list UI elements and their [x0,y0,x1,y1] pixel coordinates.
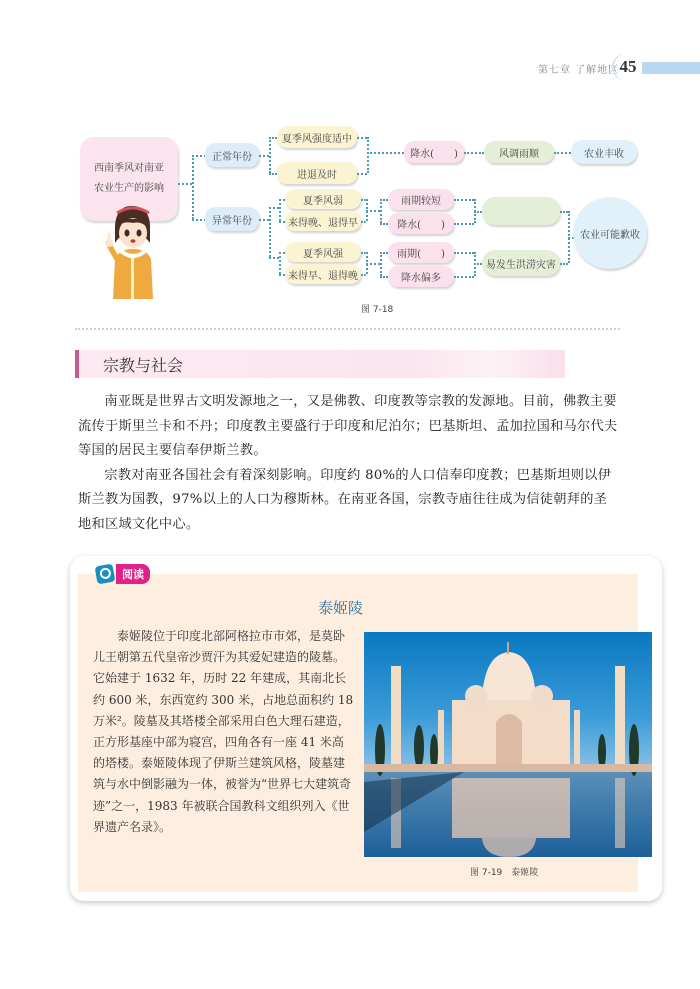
connector [380,252,388,254]
chapter-title: 第七章 了解地区 [538,65,620,76]
connector [380,276,388,278]
root-line-2: 农业生产的影响 [94,183,164,194]
figure-caption-7-18: 图 7-18 [361,305,394,315]
cause-node: 来得早、退得晚 [285,264,361,284]
connector [357,137,367,139]
connector [192,155,194,219]
connector [366,210,380,212]
connector [560,211,568,213]
connector [380,223,388,225]
connector [269,137,271,173]
cause-node: 进退及时 [277,162,357,184]
result-node: 易发生洪涝灾害 [482,250,560,276]
connector [361,274,366,276]
connector [361,221,366,223]
magnifier-icon [95,564,116,585]
connector [269,207,271,257]
connector [178,183,192,185]
connector [269,137,277,139]
connector [380,199,382,223]
cause-node: 夏季风弱 [285,189,361,209]
cause-node: 来得晚、退得早 [285,211,361,231]
paragraph: 宗教对南亚各国社会有着深刻影响。印度约 80%的人口信奉印度教；巴基斯坦则以伊斯兰教为国教，97%以上的人口为穆斯林。在南亚各国，宗教寺庙往往成为信徒朝拜的圣地和区域文化中心。 [78,467,612,532]
connector [269,173,277,175]
connector [560,263,568,265]
effect-node: 降水( ) [388,213,454,234]
result-node: 风调雨顺 [484,141,554,163]
page-number: 45 [612,53,642,81]
reading-title: 泰姬陵 [318,599,364,617]
connector [454,223,474,225]
outcome-node: 农业丰收 [571,140,637,164]
section-divider [75,328,620,330]
connector [474,211,482,213]
effect-node: 雨期( ) [388,242,454,263]
cause-node: 夏季风强度适中 [277,126,357,148]
result-node-blank [482,197,560,225]
effect-node: 降水偏多 [388,266,454,287]
normal-year-node: 正常年份 [205,143,259,167]
connector [454,252,474,254]
connector [259,155,269,157]
connector [367,137,369,173]
root-line-1: 西南季风对南亚 [94,163,164,174]
connector [279,199,281,221]
paragraph: 南亚既是世界古文明发源地之一，又是佛教、印度教等宗教的发源地。目前，佛教主要流传于斯里兰卡和不丹；印度教主要盛行于印度和尼泊尔；巴基斯坦、孟加拉国和马尔代夫等国的居民主要信奉伊斯兰教。 [78,394,618,458]
header-accent-bar [642,62,700,74]
outcome-node: 农业可能歉收 [573,197,647,269]
connector [454,276,474,278]
abnormal-year-node: 异常年份 [205,207,259,231]
cause-node: 夏季风强 [285,242,361,262]
connector [192,219,206,221]
reading-badge-label: 阅读 [116,564,150,584]
section-heading-accent [75,350,79,378]
connector [279,252,281,274]
effect-node: 雨期较短 [388,189,454,210]
connector [554,152,571,154]
connector [361,199,366,201]
reading-text [93,626,355,838]
student-character-illustration [103,203,161,299]
reading-paragraph: 泰姬陵位于印度北部阿格拉市市郊，是莫卧儿王朝第五代皇帝沙贾汗为其爱妃建造的陵墓。它始建于 1632 年，历时 22 年建成，其南北长约 600 米，东西宽约 300 米，占地总面积约 18 万米²。陵墓及其塔楼全部采用白色大理石建造，正方形基座中部为寝宫，四角各有一座 41 米高的塔楼。泰姬陵体现了伊斯兰建筑风格，陵墓建筑与水中倒影融为一体，被誉为“世界七大建筑奇迹”之一，1983 年被联合国教科文组织列入《世界遗产名录》。 [93,629,354,834]
connector [357,173,367,175]
connector [464,152,484,154]
taj-mahal-photo [364,632,652,857]
section-title: 宗教与社会 [103,356,184,375]
connector [366,263,380,265]
connector [474,263,482,265]
connector [259,219,269,221]
connector [367,152,404,154]
connector [192,155,206,157]
figure-caption-7-19: 图 7-19 泰姬陵 [470,868,539,878]
effect-node: 降水( ) [404,141,464,163]
connector [380,199,388,201]
connector [380,252,382,276]
connector [269,207,279,209]
connector [454,199,474,201]
reading-badge [96,563,150,585]
section-body [78,390,618,537]
connector [269,257,279,259]
connector [361,252,366,254]
